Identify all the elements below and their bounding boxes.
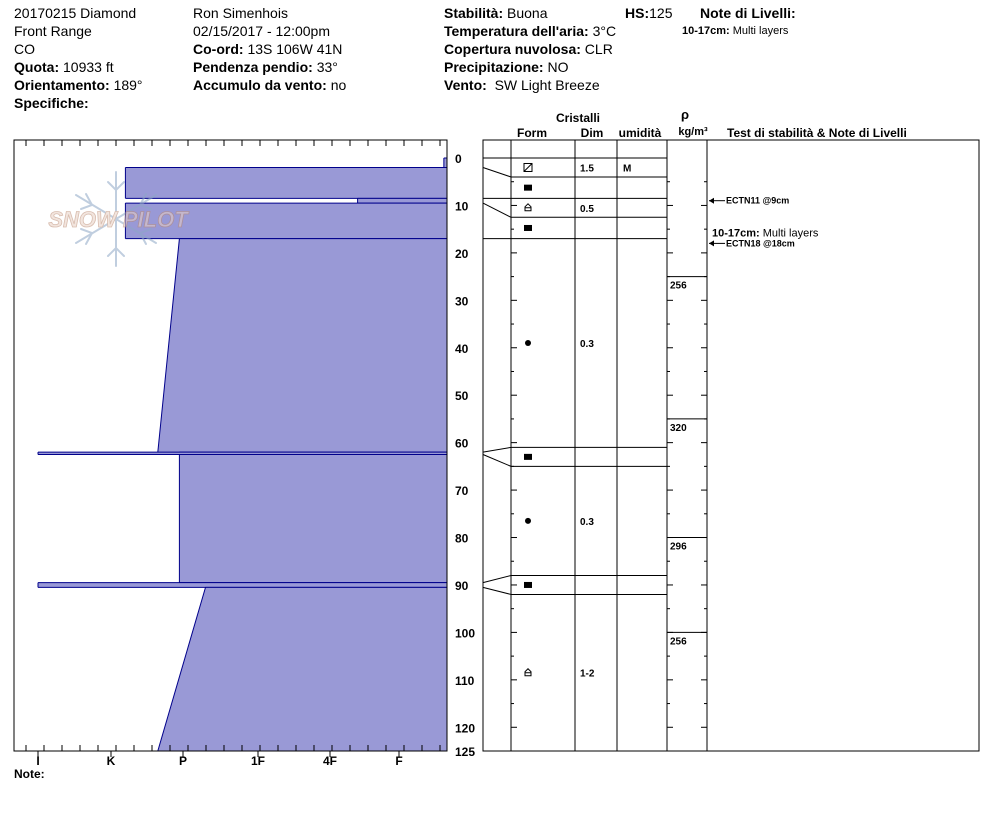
connector-line-2 xyxy=(483,203,511,217)
grain-size-6: 0.3 xyxy=(580,516,594,528)
wind-loading: Accumulo da vento: no xyxy=(193,77,347,93)
stability: Stabilità: Buona xyxy=(444,5,548,21)
faceted-grain-icon xyxy=(524,185,532,191)
depth-label-120: 120 xyxy=(455,721,476,736)
density-value-2: 296 xyxy=(670,541,687,553)
date-time: 02/15/2017 - 12:00pm xyxy=(193,23,330,39)
sky-cover: Copertura nuvolosa: CLR xyxy=(444,41,613,57)
connector-line-4 xyxy=(483,447,511,452)
air-temperature: Temperatura dell'aria: 3°C xyxy=(444,23,617,39)
arrow-head-icon xyxy=(709,198,714,204)
hardness-layer-6 xyxy=(179,455,447,583)
depth-label-0: 0 xyxy=(455,152,462,166)
hardness-layer-4 xyxy=(158,239,447,452)
specifics: Specifiche: xyxy=(14,95,89,111)
depth-label-110: 110 xyxy=(455,673,475,688)
layer-note-range: 10-17cm: xyxy=(712,227,760,240)
depth-label-125: 125 xyxy=(455,745,476,759)
grain-size-0: 1.5 xyxy=(580,163,594,175)
grain-size-4: 0.3 xyxy=(580,339,594,351)
faceted-grain-icon xyxy=(524,454,532,460)
stability-tests xyxy=(709,196,819,249)
depth-label-50: 50 xyxy=(455,389,469,404)
observer: Ron Simenhois xyxy=(193,5,288,21)
pit-name: 20170215 Diamond xyxy=(14,5,137,21)
size-header: Dim xyxy=(580,126,604,140)
connector-line-0 xyxy=(483,167,511,176)
header-layer-note: 10-17cm: Multi layers xyxy=(682,25,789,37)
state-name: CO xyxy=(14,41,35,57)
faceted-grain-icon xyxy=(524,225,532,231)
density-value-0: 256 xyxy=(670,280,687,292)
density-value-3: 256 xyxy=(670,636,687,648)
depth-label-70: 70 xyxy=(455,484,469,499)
crystals-header: Cristalli xyxy=(555,111,601,125)
hardness-layer-8 xyxy=(158,587,447,751)
hardness-layer-7 xyxy=(38,583,447,588)
arrow-head-icon xyxy=(709,240,714,246)
range-name: Front Range xyxy=(14,23,92,39)
rounded-grain-icon xyxy=(525,340,531,346)
wind: Vento: SW Light Breeze xyxy=(444,77,600,93)
coordinates: Co-ord: 13S 106W 41N xyxy=(193,41,343,57)
moisture-header: umidità xyxy=(618,126,662,140)
density-column xyxy=(667,277,707,648)
hardness-label-I: I xyxy=(36,754,40,768)
rounded-grain-icon xyxy=(525,518,531,524)
hardness-label-P: P xyxy=(178,754,188,768)
hardness-layer-1 xyxy=(125,167,447,198)
hardness-layer-2 xyxy=(358,198,447,203)
depth-label-90: 90 xyxy=(455,578,469,593)
depth-label-100: 100 xyxy=(455,626,476,641)
depth-label-30: 30 xyxy=(455,294,469,309)
depth-hoar-grain-icon xyxy=(525,204,531,211)
grain-size-8: 1-2 xyxy=(580,668,595,680)
density-unit-header: kg/m³ xyxy=(678,126,708,138)
depth-label-80: 80 xyxy=(455,531,469,546)
connector-line-5 xyxy=(483,455,511,467)
depth-label-40: 40 xyxy=(455,341,469,356)
depth-hoar-grain-icon xyxy=(525,669,531,676)
hardness-label-F: F xyxy=(395,754,403,768)
snowpilot-logo-text: SNOW PILOT xyxy=(48,207,188,232)
stability-test-label-0: ECTN11 @9cm xyxy=(726,195,790,206)
faceted-rounded-grain-diagonal xyxy=(524,163,532,171)
stability-test-label-1: ECTN18 @18cm xyxy=(726,238,795,249)
connector-line-7 xyxy=(483,587,511,594)
aspect: Orientamento: 189° xyxy=(14,77,143,93)
layer-notes-title: Note di Livelli: xyxy=(700,5,796,21)
note-label: Note: xyxy=(14,767,45,781)
faceted-grain-icon xyxy=(524,582,532,588)
connector-line-6 xyxy=(483,575,511,582)
hardness-profile xyxy=(38,158,447,751)
density-value-1: 320 xyxy=(670,422,687,434)
layer-note xyxy=(712,228,819,240)
hardness-label-K: K xyxy=(106,754,116,768)
rho-header: ρ xyxy=(680,107,690,122)
grain-moisture-0: M xyxy=(623,163,632,175)
depth-label-20: 20 xyxy=(455,246,469,261)
snow-height: HS:125 xyxy=(625,5,673,21)
depth-label-10: 10 xyxy=(455,199,469,214)
depth-label-60: 60 xyxy=(455,436,469,451)
form-header: Form xyxy=(517,126,547,140)
layer-note-text: Multi layers xyxy=(759,227,819,240)
precipitation: Precipitazione: NO xyxy=(444,59,569,75)
hardness-label-1F: 1F xyxy=(250,754,266,768)
elevation: Quota: 10933 ft xyxy=(14,59,114,75)
grain-size-2: 0.5 xyxy=(580,203,594,215)
hardness-label-4F: 4F xyxy=(322,754,338,768)
slope-angle: Pendenza pendio: 33° xyxy=(193,59,338,75)
tests-header: Test di stabilità & Note di Livelli xyxy=(727,126,907,140)
